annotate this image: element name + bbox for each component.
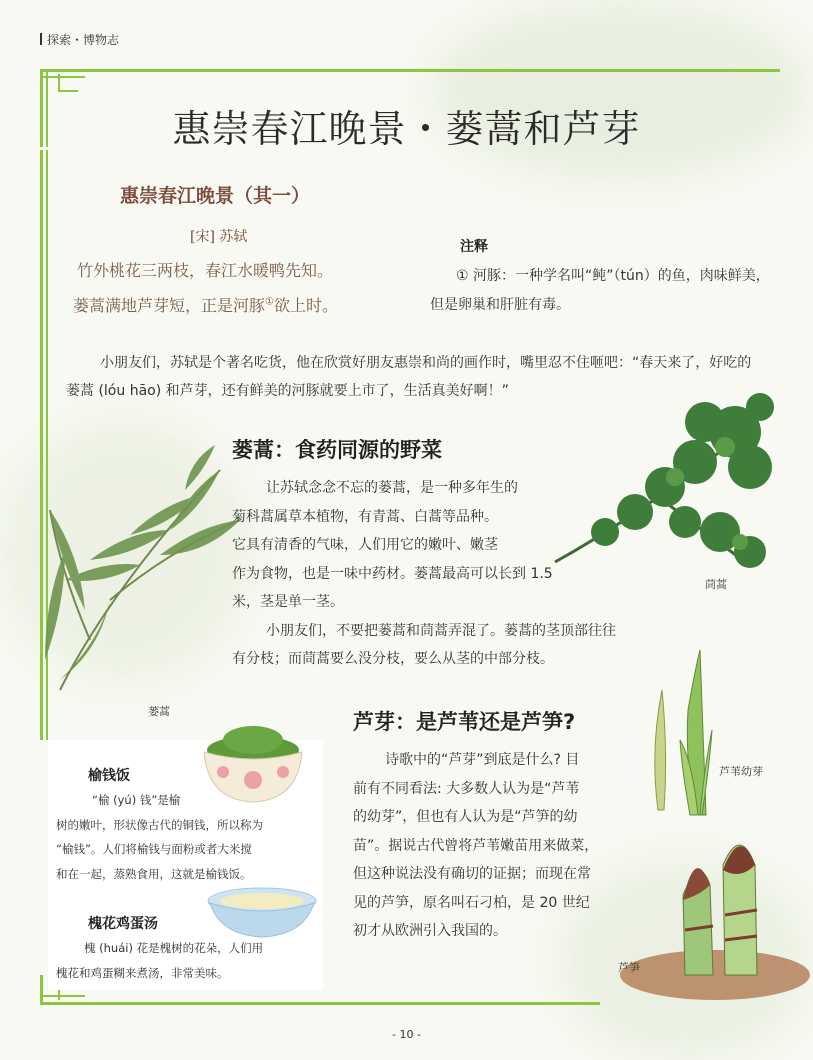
text-line: 树的嫩叶，形状像古代的铜钱，所以称为 [56,817,263,832]
page-title: 惠崇春江晚景・蒌蒿和芦芽 [172,107,641,151]
text-line: 槐花和鸡蛋糊来煮汤，非常美味。 [56,965,229,980]
label-tonghao: 茼蒿 [705,578,727,591]
text-line: 的幼芽”，但也有人认为是“芦笋的幼 [353,809,578,825]
poem-title: 惠崇春江晚景（其一） [120,185,311,207]
background-wash [430,0,810,180]
text-line: 初才从欧洲引入我国的。 [353,923,507,939]
page-number: - 10 - [392,1028,421,1041]
poem-author: [宋] 苏轼 [190,229,248,245]
text-line: “榆 (yú) 钱”是榆 [92,793,181,807]
reed-shoot-illustration [640,650,730,820]
asparagus-illustration [615,825,805,1005]
text-line: 但这种说法没有确切的证据；而现在常 [353,866,591,882]
dish2-title: 槐花鸡蛋汤 [88,916,158,932]
text-line: 见的芦笋，原名叫石刁柏，是 20 世纪 [353,894,590,911]
text-line: 米，茎是单一茎。 [232,594,344,610]
label-louhao: 蒌蒿 [148,705,170,718]
footnote-mark: ① [265,296,274,308]
dish1-title: 榆钱饭 [88,768,130,784]
text-line: 有分枝；而茼蒿要么没分枝，要么从茎的中部分枝。 [232,651,554,667]
text-line: 诗歌中的“芦芽”到底是什么? 目 [385,752,580,768]
text-line: 让苏轼念念不忘的蒌蒿，是一种多年生的 [266,480,518,496]
heading-louhao: 蒌蒿：食药同源的野菜 [232,438,442,462]
poem-line-1: 竹外桃花三两枝，春江水暖鸭先知。 [77,261,334,280]
text-line: 苗”。据说古代曾将芦苇嫩苗用来做菜， [353,837,599,854]
label-reed-shoot: 芦苇幼芽 [719,765,763,778]
luya-paragraph [353,746,598,946]
text-line: 作为食物，也是一味中药材。蒌蒿最高可以长到 1.5 [232,565,553,582]
intro-paragraph: 小朋友们，苏轼是个著名吃货，他在欣赏好朋友惠崇和尚的画作时，嘴里忍不住咂吧：“春天来了，好吃的蒌蒿 (lóu hāo) 和芦芽，还有鲜美的河豚就要上市了，生活真美好啊！” [66,355,752,399]
rice-bowl-illustration [198,722,308,807]
notes-title: 注释 [460,239,488,255]
label-asparagus: 芦笋 [618,961,640,974]
dish2-text [56,936,263,985]
text-line: “榆钱”。人们将榆钱与面粉或者大米搅 [56,842,252,856]
soup-bowl-illustration [205,885,320,940]
text-line: 菊科蒿属草本植物，有青蒿、白蒿等品种。 [232,508,498,525]
text-line: 槐 (huái) 花是槐树的花朵，人们用 [84,941,264,955]
poem-line-2: 蒌蒿满地芦芽短，正是河豚①欲上时。 [73,296,338,315]
text-line: 和在一起，蒸熟食用，这就是榆钱饭。 [56,866,252,881]
louhao-paragraph [232,474,616,674]
text-line: 小朋友们，不要把蒌蒿和茼蒿弄混了。蒌蒿的茎顶部往往 [266,622,616,639]
notes-body: ① 河豚：一种学名叫“鲀”（tún）的鱼，肉味鲜美，但是卵巢和肝脏有毒。 [430,268,770,313]
section-tag: 探索・博物志 [40,31,119,48]
text-line: 前有不同看法: 大多数人认为是“芦苇 [353,780,580,797]
text-line: 它具有清香的气味，人们用它的嫩叶、嫩茎 [232,537,498,553]
heading-luya: 芦芽：是芦苇还是芦笋? [353,710,576,734]
